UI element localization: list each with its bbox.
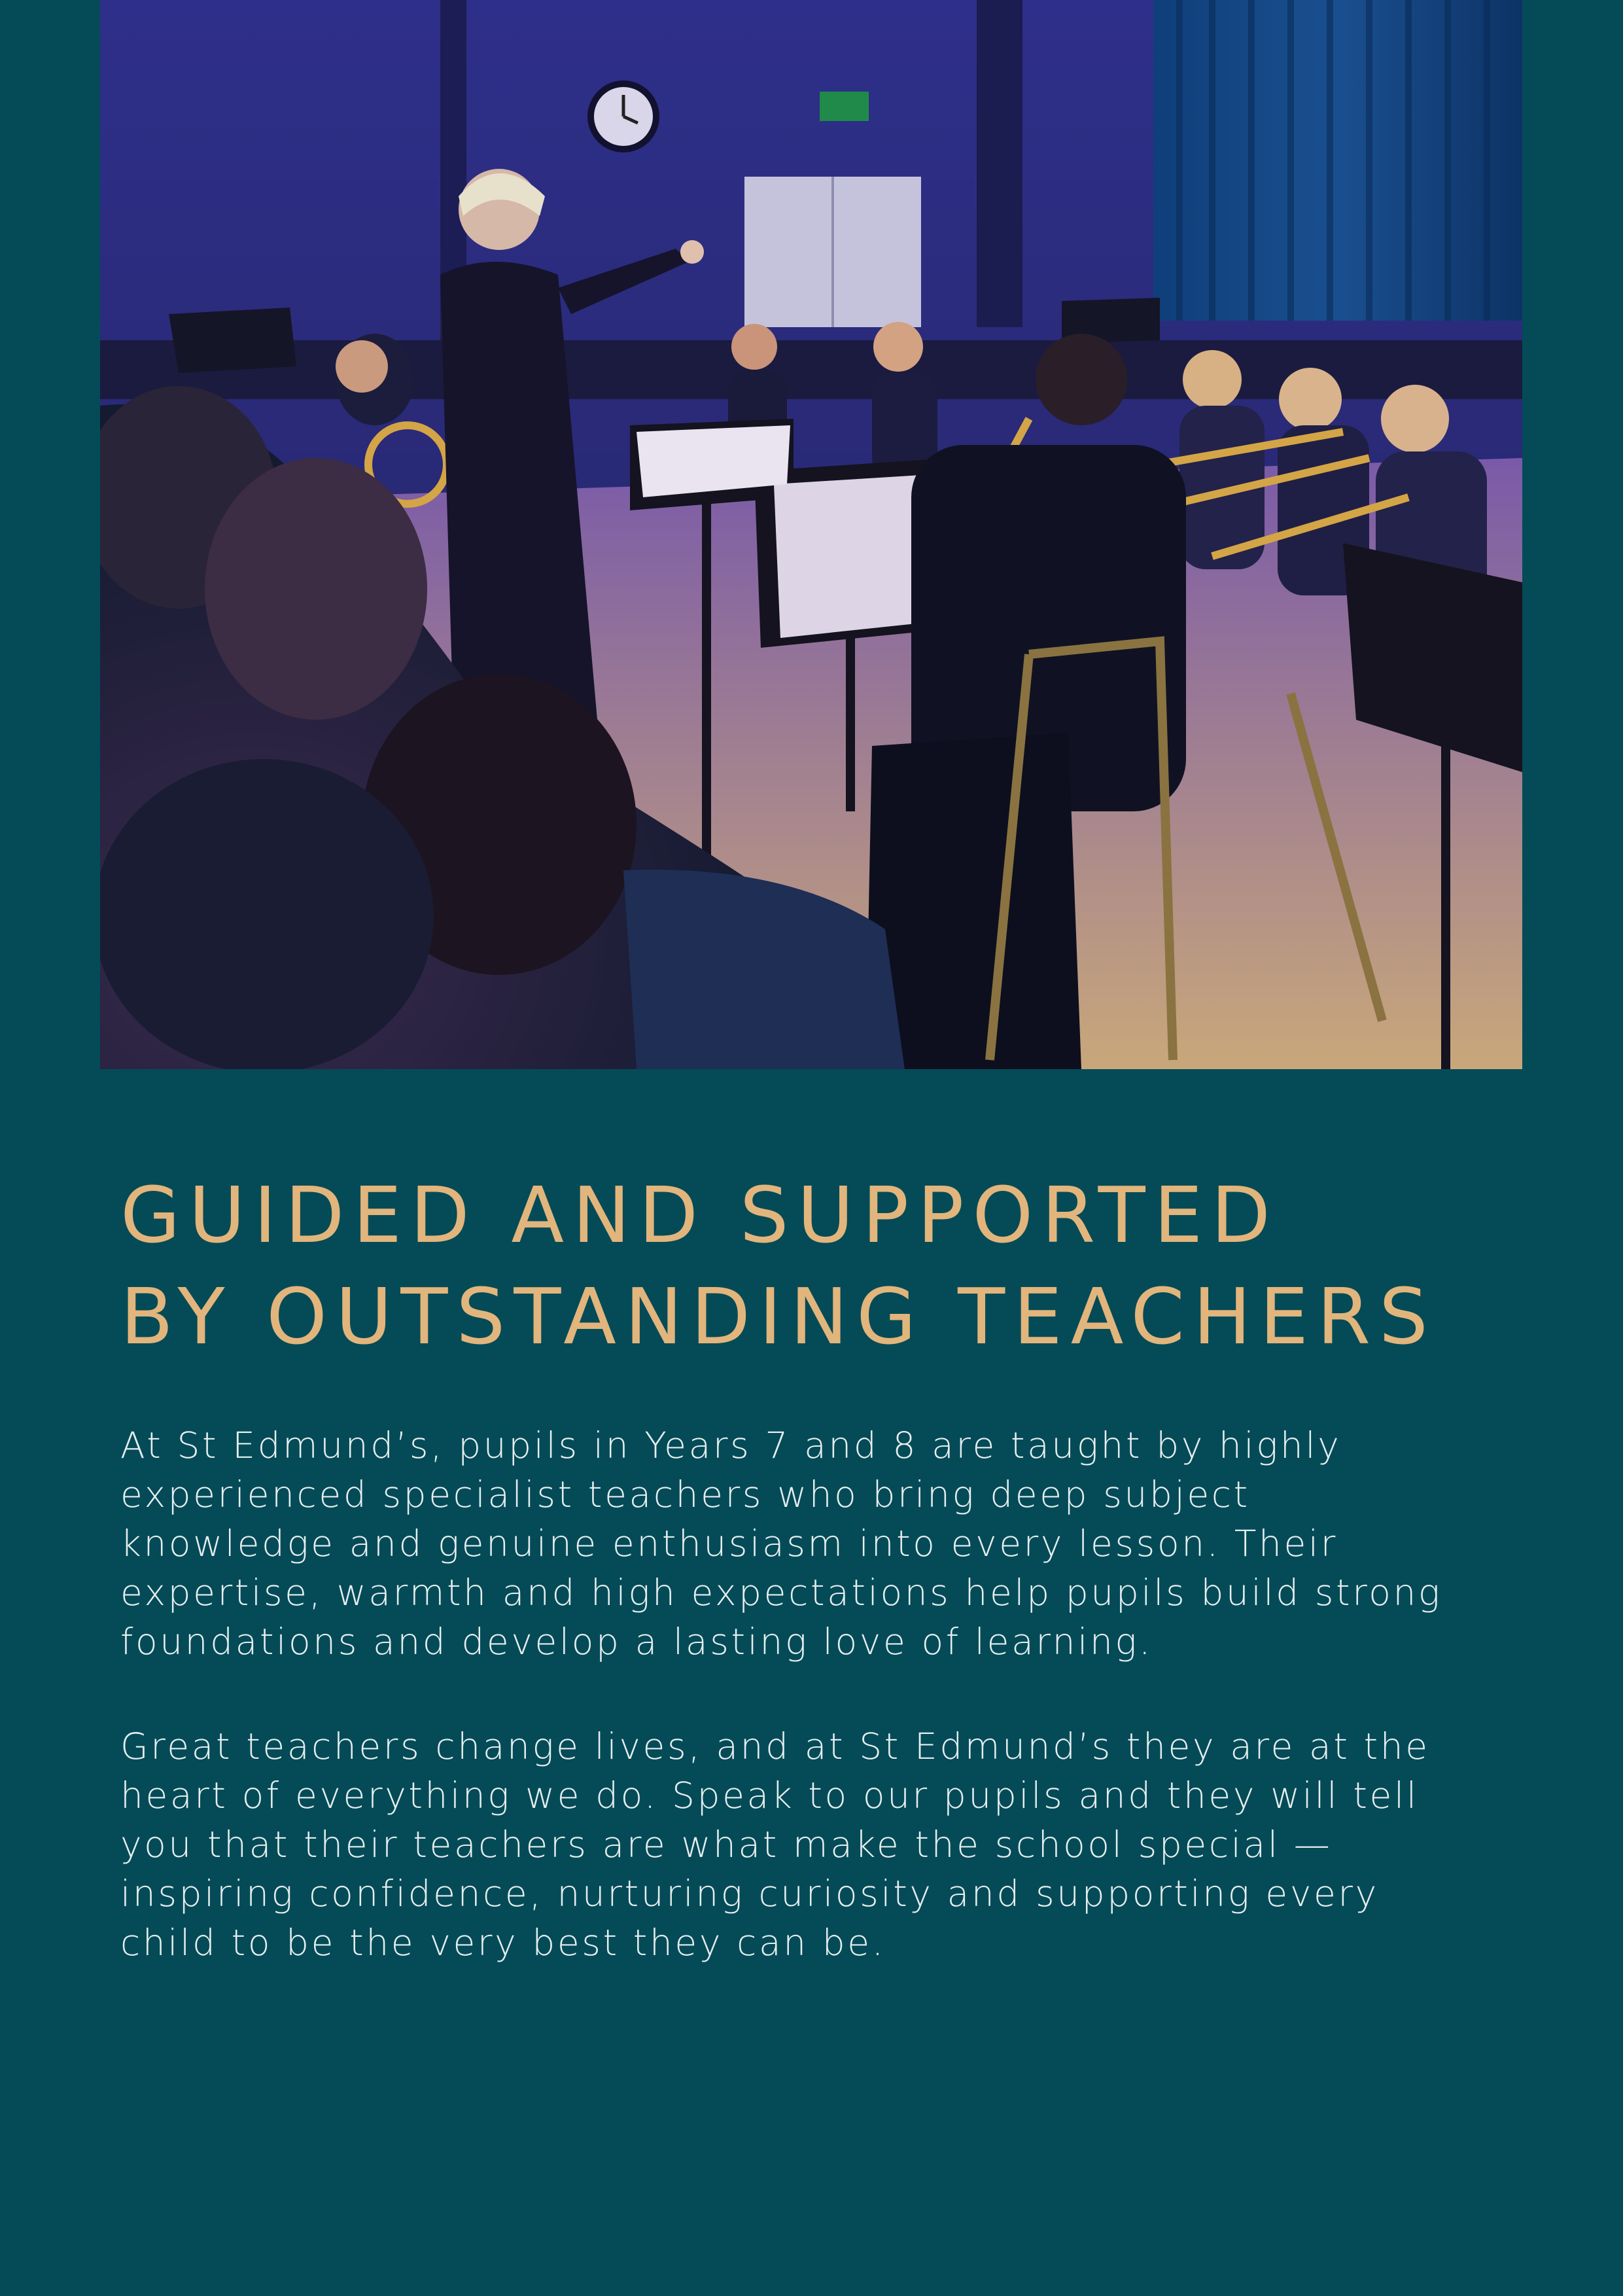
paragraph-2-line: inspiring confidence, nurturing curiosity and supporting every: [120, 1873, 1379, 1915]
band-rehearsal-photo: [100, 0, 1522, 1069]
paragraph-1-line: knowledge and genuine enthusiasm into every lesson. Their: [120, 1523, 1338, 1564]
heading-line-1: GUIDED AND SUPPORTED: [120, 1170, 1280, 1260]
body-paragraph-1: [120, 1421, 1527, 1667]
heading-line-2: BY OUTSTANDING TEACHERS: [120, 1271, 1437, 1362]
paragraph-1-line: At St Edmund’s, pupils in Years 7 and 8 are taught by highly: [120, 1424, 1342, 1466]
page-heading: [120, 1165, 1527, 1368]
paragraph-2-line: Great teachers change lives, and at St Edmund’s they are at the: [120, 1725, 1430, 1767]
paragraph-2-line: you that their teachers are what make the school special —: [120, 1824, 1333, 1865]
paragraph-1-line: expertise, warmth and high expectations help pupils build strong: [120, 1572, 1442, 1614]
paragraph-2-line: child to be the very best they can be.: [120, 1922, 886, 1964]
body-paragraph-2: [120, 1722, 1527, 1968]
paragraph-1-line: foundations and develop a lasting love of learning.: [120, 1621, 1153, 1663]
paragraph-2-line: heart of everything we do. Speak to our pupils and they will tell: [120, 1775, 1419, 1816]
paragraph-1-line: experienced specialist teachers who bring deep subject: [120, 1474, 1250, 1515]
